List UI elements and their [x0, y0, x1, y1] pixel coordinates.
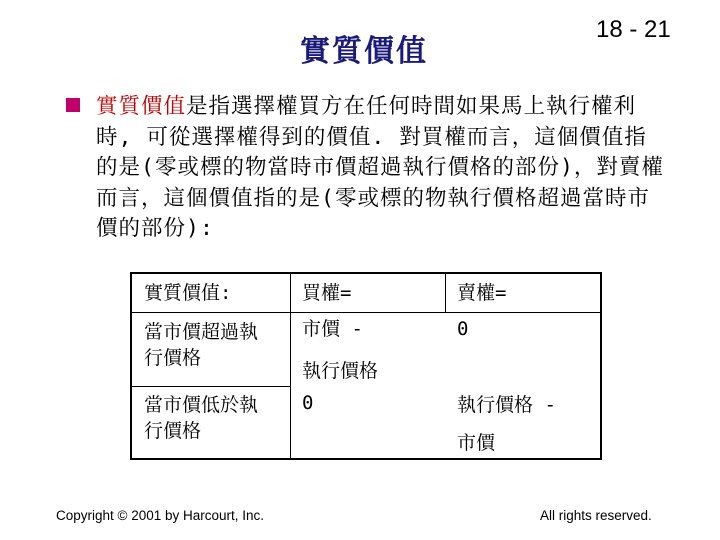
header-intrinsic-value: 實質價值: — [144, 282, 232, 304]
call-value: 執行價格 — [302, 360, 379, 382]
call-value: 0 — [302, 392, 314, 414]
header-put: 賣權= — [457, 282, 507, 304]
table-divider — [445, 274, 446, 312]
put-value: 0 — [457, 318, 469, 340]
row-label: 當市價超過執行價格 — [144, 321, 259, 369]
call-value: 市價 - — [302, 318, 363, 340]
table-divider — [290, 274, 291, 458]
row-label: 當市價低於執行價格 — [144, 394, 259, 442]
intrinsic-value-table — [130, 272, 602, 460]
header-call: 買權= — [302, 282, 352, 304]
copyright-notice: Copyright © 2001 by Harcourt, Inc. — [56, 508, 265, 523]
table-divider — [132, 386, 290, 387]
square-bullet-icon — [66, 98, 80, 112]
bullet-body: 是指選擇權買方在任何時間如果馬上執行權利時, 可從選擇權得到的價值. 對買權而言，這個價值指的是(零或標的物當時市價超過執行價格的部份)，對賣權而言，這個價值指的是(零或標的物執行價格超過當時市價的部份): — [96, 94, 664, 241]
slide-title: 實質價值 — [300, 34, 428, 69]
table-divider — [132, 312, 600, 313]
bullet-paragraph — [66, 92, 666, 245]
page-number: 18 - 21 — [596, 16, 671, 43]
put-value: 市價 — [457, 432, 496, 454]
rights-notice: All rights reserved. — [540, 508, 652, 523]
put-value: 執行價格 - — [457, 394, 556, 416]
bullet-text — [96, 92, 666, 245]
highlight-term: 實質價值 — [96, 94, 187, 119]
